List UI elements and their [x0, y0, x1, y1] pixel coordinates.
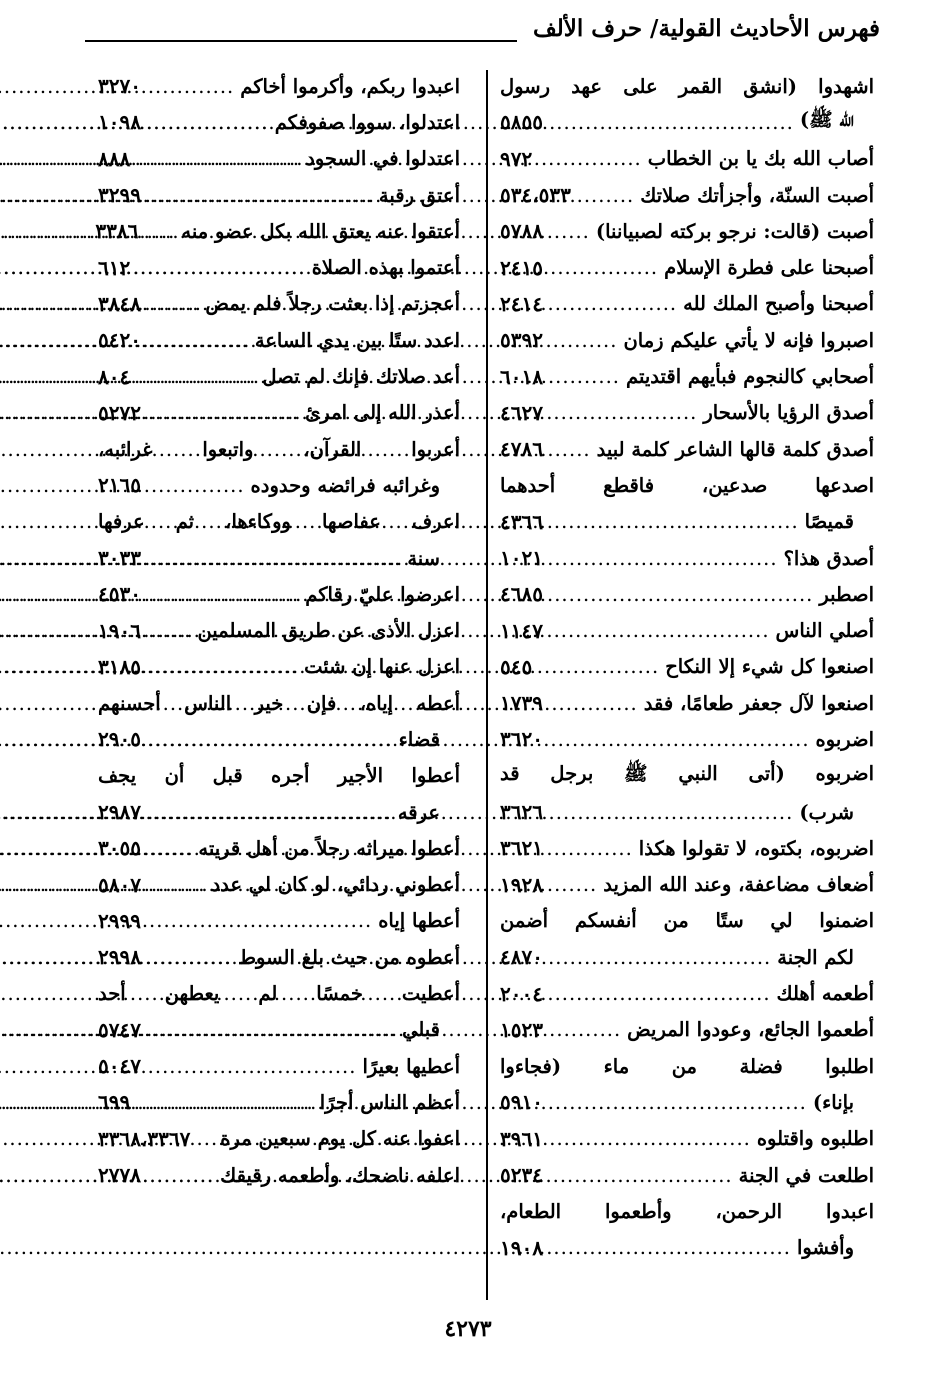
dot-leader — [570, 837, 633, 860]
index-entry — [98, 794, 460, 830]
index-entry — [98, 939, 460, 975]
entry-text: قميصًا — [804, 510, 854, 534]
entry-number: ١٠٩٨ — [98, 110, 141, 135]
entry-number: ١٥٢٣ — [500, 1017, 543, 1042]
dot-leader — [168, 1091, 314, 1114]
entry-text: أعطيها بعيرًا — [362, 1054, 460, 1078]
index-entry — [500, 1048, 874, 1084]
dot-leader — [168, 909, 372, 932]
dot-leader — [168, 1164, 214, 1187]
page-number: ٤٢٧٣ — [444, 1316, 492, 1342]
dot-leader — [570, 801, 793, 824]
index-entry — [500, 540, 874, 576]
index-entry — [500, 830, 874, 866]
entry-text: اعدد ستًا بين يدي الساعة — [254, 328, 460, 352]
entry-number: ٥٠٤٧ — [98, 1054, 141, 1079]
dot-leader — [168, 401, 299, 424]
entry-number: ٢٩٩٨ — [98, 945, 141, 970]
entry-text: أعطوا ميراثه رجلاً من أهل قريته — [198, 836, 460, 860]
entry-number: ٣٠٥٥ — [98, 836, 141, 861]
index-entry — [98, 431, 460, 467]
index-entry — [500, 177, 874, 213]
dot-leader — [570, 111, 794, 134]
index-entry — [500, 1230, 874, 1266]
page-title: فهرس الأحاديث القولية/ حرف الألف — [532, 14, 880, 42]
entry-text: أطعمه أهلك — [776, 982, 874, 1006]
entry-number: ٢٩٨٧ — [98, 800, 141, 825]
dot-leader — [165, 220, 175, 243]
index-entry — [500, 504, 874, 540]
entry-number: ٥٣٩٢ — [500, 328, 543, 353]
dot-leader — [168, 111, 269, 134]
index-entry — [500, 322, 874, 358]
entry-text: اضربوه — [815, 727, 874, 751]
entry-text: أضعاف مضاعفة، وعند الله المزيد — [603, 873, 874, 897]
dot-leader — [168, 1018, 396, 1041]
dot-leader — [570, 292, 677, 315]
entry-text: اصبروا فإنه لا يأتي عليكم زمان — [623, 328, 874, 352]
index-entry — [98, 68, 460, 104]
entry-text: اعرضوا عليّ رقاكم — [305, 582, 460, 606]
index-entry — [98, 685, 460, 721]
entry-number: ٤٧٨٦ — [500, 437, 543, 462]
entry-number: ٨٨٨ — [98, 146, 131, 171]
index-entry — [98, 975, 460, 1011]
entry-text: اطلعت في الجنة — [738, 1163, 874, 1187]
dot-leader — [168, 1055, 356, 1078]
entry-text: أصبت السنّة، وأجزأتك صلاتك — [640, 183, 874, 207]
entry-text: اعبدوا الرحمن، وأطعموا الطعام، — [500, 1199, 874, 1223]
index-entry — [98, 649, 460, 685]
dot-leader — [168, 619, 191, 642]
entry-text: أعتموا بهذه الصلاة — [311, 256, 460, 280]
entry-number: ١٠٢١ — [500, 546, 543, 570]
index-entry — [98, 1121, 460, 1157]
dot-leader — [168, 655, 298, 678]
dot-leader — [570, 365, 620, 388]
entry-text: أصبحنا وأصبح الملك لله — [683, 292, 874, 316]
entry-number: ٣٢٧٠ — [98, 74, 141, 99]
index-entry — [500, 467, 874, 503]
entry-number: ٥٨٠٧ — [98, 872, 141, 897]
entry-number: ٨٠٤ — [98, 364, 131, 389]
index-entry — [500, 612, 874, 648]
dot-leader — [570, 1091, 807, 1114]
entry-number: ٥٤٢٠ — [98, 328, 141, 353]
entry-number: ٢٤١٤ — [500, 291, 543, 316]
index-entry — [98, 903, 460, 939]
index-entry — [500, 249, 874, 285]
dot-leader — [168, 184, 373, 207]
entry-text: اعفوا عنه كل يوم سبعين مرة — [220, 1127, 460, 1151]
entry-text: أعطه إياه، فإن خير الناس أحسنهم — [98, 691, 460, 715]
index-entry — [98, 540, 460, 576]
entry-text: أصدق الرؤيا بالأسحار — [703, 401, 874, 425]
index-entry — [500, 721, 874, 757]
dot-leader — [168, 147, 300, 170]
entry-number: ٤٦٢٧ — [500, 400, 543, 425]
dot-leader — [570, 1018, 621, 1041]
entry-number: ٦١٢ — [98, 255, 131, 280]
entry-text: اصطبر — [819, 582, 874, 606]
entry-number: ٣١٨٥ — [98, 654, 141, 679]
index-entry — [500, 1084, 874, 1120]
index-entry — [500, 794, 874, 830]
entry-text: أصدق كلمة قالها الشاعر كلمة لبيد — [596, 437, 874, 461]
entry-text: اعزل الأذى عن طريق المسلمين — [197, 619, 460, 643]
entry-text: شرب) — [799, 800, 854, 824]
entry-text: اصنعوا لآل جعفر طعامًا، فقد — [643, 691, 874, 715]
index-entry — [98, 467, 460, 503]
entry-text: أصحابي كالنجوم فبأيهم اقتديتم — [625, 365, 874, 389]
index-entry — [500, 758, 874, 794]
index-entry — [500, 939, 874, 975]
index-entry — [98, 177, 460, 213]
entry-text: أصبحنا على فطرة الإسلام — [664, 256, 874, 280]
entry-text: اعتدلوا، سووا صفوفكم — [274, 110, 460, 134]
index-entry — [500, 1012, 874, 1048]
entry-number: ٥٩١٠ — [500, 1090, 543, 1115]
entry-text: اضمنوا لي ستًا من أنفسكم أضمن — [500, 909, 874, 933]
entry-number: ٥٧٨٨ — [500, 219, 543, 244]
index-entry — [500, 649, 874, 685]
index-entry — [500, 1121, 874, 1157]
dot-leader — [570, 220, 590, 243]
entry-number: ٣٦٢٠ — [500, 727, 543, 752]
index-entry — [500, 141, 874, 177]
index-entry — [98, 322, 460, 358]
dot-leader — [168, 547, 401, 570]
index-entry — [500, 975, 874, 1011]
entry-text: أصبت (قالت: نرجو بركته لصبياننا) — [595, 219, 874, 243]
dot-leader — [570, 655, 659, 678]
header-rule — [85, 40, 517, 42]
index-entry — [95, 213, 460, 249]
dot-leader — [570, 946, 771, 969]
index-entry — [98, 576, 460, 612]
dot-leader — [168, 292, 199, 315]
index-entry — [98, 867, 460, 903]
entry-number: ٥٣٤،٥٣٣ — [500, 183, 571, 208]
index-entry — [98, 104, 460, 140]
entry-number: ٤٥٣٠ — [98, 582, 141, 607]
dot-leader — [570, 692, 638, 715]
index-entry — [98, 758, 460, 794]
dot-leader — [570, 401, 697, 424]
entry-number: ٣٣٨٦ — [95, 219, 139, 244]
entry-text: أعجزتم إذا بعثت رجلاً فلم يمض — [205, 292, 460, 316]
index-column-right — [500, 68, 874, 1266]
entry-text: اصنعوا كل شيء إلا النكاح — [665, 655, 874, 679]
dot-leader — [168, 75, 234, 98]
entry-number: ٥٢٣٤ — [500, 1163, 543, 1188]
entry-text: أطعموا الجائع، وعودوا المريض — [627, 1018, 874, 1042]
entry-number: ٤٣٦٦ — [500, 509, 543, 534]
index-entry — [500, 104, 874, 140]
index-entry — [500, 576, 874, 612]
entry-number: ٢٤١٥ — [500, 255, 543, 280]
entry-number: ٢٧٧٨ — [98, 1163, 141, 1188]
index-entry — [98, 249, 460, 285]
entry-number: ٢١٦٥ — [98, 473, 141, 498]
index-entry — [500, 358, 874, 394]
entry-number: ١٧٣٩ — [500, 691, 543, 716]
entry-number: ٥٢٧٢ — [98, 400, 141, 425]
entry-text: أعطيت خمسًا لم يعطهن أحد — [98, 982, 460, 1006]
dot-leader — [168, 873, 205, 896]
entry-text: أعتقوا عنه يعتق الله بكل عضو منه — [181, 219, 460, 243]
entry-text: أعطوا الأجير أجره قبل أن يجف — [98, 764, 460, 788]
dot-leader — [570, 873, 597, 896]
entry-text: وغرائبه فرائضه وحدوده — [250, 473, 440, 497]
index-entry — [98, 141, 460, 177]
dot-leader — [570, 256, 658, 279]
dot-leader — [168, 583, 299, 606]
index-entry — [98, 395, 460, 431]
entry-number: ٣٩٦١ — [500, 1126, 543, 1151]
entry-number: ١٩٠٨ — [500, 1235, 543, 1260]
entry-number: ٢٩٩٩ — [98, 908, 141, 933]
dot-leader — [168, 256, 306, 279]
index-entry — [98, 358, 460, 394]
index-entry — [500, 867, 874, 903]
dot-leader — [168, 728, 393, 751]
entry-number: ٣٦٢١ — [500, 836, 543, 861]
entry-number: ٣٣٦٨،٣٣٦٧ — [98, 1126, 191, 1151]
entry-number: ٤٨٧٠ — [500, 945, 543, 970]
page-header — [85, 10, 880, 46]
entry-text: اضربوه (أتى النبي ﷺ برجل قد — [500, 761, 874, 785]
entry-text: اعبدوا ربكم، وأكرموا أخاكم — [240, 74, 460, 98]
column-divider — [486, 70, 488, 1300]
entry-text: أعظم الناس أجرًا — [319, 1090, 460, 1114]
entry-text: اعزل عنها إن شئت — [304, 655, 460, 679]
index-entry — [98, 1084, 460, 1120]
entry-text: أعتق رقبة — [378, 183, 460, 207]
dot-leader — [168, 365, 256, 388]
dot-leader — [570, 619, 770, 642]
dot-leader — [168, 837, 192, 860]
entry-text: اضربوه، بكتوه، لا تقولوا هكذا — [638, 836, 874, 860]
entry-text: أعد صلاتك فإنك لم تصل — [262, 365, 460, 389]
entry-number: ٤٦٨٥ — [500, 582, 543, 607]
index-entry — [98, 1012, 460, 1048]
entry-number: ٣٦٢٦ — [500, 800, 543, 825]
entry-text: قبلي — [402, 1018, 440, 1042]
entry-text: أعطوه من حيث بلغ السوط — [238, 945, 460, 969]
dot-leader — [570, 510, 799, 533]
index-entry — [500, 213, 874, 249]
dot-leader — [570, 583, 813, 606]
index-entry — [500, 1193, 874, 1229]
entry-text: اصدعها صدعين، فاقطع أحدهما — [500, 473, 874, 497]
entry-number: ٢٩٠٥ — [98, 727, 141, 752]
entry-number: ١١٤٧ — [500, 618, 543, 643]
dot-leader — [570, 1164, 733, 1187]
index-entry — [98, 830, 460, 866]
entry-text: أصلي الناس — [775, 619, 874, 643]
entry-text: لكم الجنة — [777, 945, 854, 969]
index-entry — [98, 612, 460, 648]
index-entry — [500, 68, 874, 104]
dot-leader — [570, 1236, 791, 1259]
entry-text: سنة — [407, 546, 440, 570]
entry-text: قضاء — [398, 727, 440, 751]
entry-text: اعتدلوا في السجود — [306, 147, 460, 171]
dot-leader — [570, 147, 642, 170]
dot-leader — [577, 184, 634, 207]
dot-leader — [570, 982, 771, 1005]
entry-number: ٥٨٥٥ — [500, 110, 543, 135]
dot-leader — [570, 329, 617, 352]
dot-leader — [168, 474, 245, 497]
entry-text: أصاب الله بك يا بن الخطاب — [647, 147, 874, 171]
entry-text: وأفشوا — [796, 1236, 854, 1260]
index-entry — [500, 903, 874, 939]
entry-number: ٦٩٩ — [98, 1090, 131, 1115]
entry-text: اطلبوه واقتلوه — [756, 1127, 874, 1151]
index-entry — [98, 504, 460, 540]
index-column-left — [95, 68, 460, 1193]
entry-number: ٢٠٠٤ — [500, 981, 543, 1006]
dot-leader — [570, 438, 591, 461]
entry-number: ١٩٠٦ — [98, 618, 141, 643]
entry-number: ١٩٢٨ — [500, 872, 543, 897]
entry-text: أعذر الله إلى امرئ — [305, 401, 460, 425]
dot-leader — [570, 728, 810, 751]
entry-text: بإناء) — [812, 1090, 854, 1114]
index-entry — [500, 286, 874, 322]
entry-text: اطلبوا فضلة من ماء (فجاءوا — [500, 1054, 874, 1078]
entry-text: أعطوني ردائي، لو كان لي عدد — [211, 873, 460, 897]
entry-number: ٥٤٥ — [500, 654, 533, 679]
entry-number: ٥٧٤٧ — [98, 1017, 141, 1042]
entry-text: الله ﷺ) — [799, 108, 854, 132]
entry-text: أعربوا القرآن، واتبعوا غرائبه، — [98, 437, 460, 461]
entry-number: ٦٠١٨ — [500, 364, 543, 389]
dot-leader — [570, 547, 778, 570]
entry-number: ٩٧٢ — [500, 146, 533, 171]
entry-text: اعرف عفاصها ووكاءها، ثم عرفها — [98, 510, 460, 534]
index-entry — [98, 1048, 460, 1084]
index-entry — [500, 395, 874, 431]
dot-leader — [570, 1127, 751, 1150]
dot-leader — [168, 801, 392, 824]
entry-text: عرقه — [397, 800, 440, 824]
entry-number: ٣٨٤٨ — [98, 291, 141, 316]
index-entry — [98, 286, 460, 322]
index-entry — [500, 431, 874, 467]
entry-number: ٣٠٣٣ — [98, 546, 141, 570]
entry-text: أعطها إياه — [378, 909, 460, 933]
entry-text: اعلفه ناضحك، وأطعمه رقيقك — [220, 1163, 460, 1187]
entry-number: ٣٢٩٩ — [98, 183, 141, 208]
entry-text: أصدق هذا؟ — [783, 546, 874, 570]
index-entry — [500, 685, 874, 721]
index-entry — [98, 721, 460, 757]
dot-leader — [168, 329, 249, 352]
dot-leader — [168, 946, 232, 969]
index-entry — [500, 1157, 874, 1193]
entry-text: اشهدوا (انشق القمر على عهد رسول — [500, 74, 874, 98]
index-entry — [98, 1157, 460, 1193]
